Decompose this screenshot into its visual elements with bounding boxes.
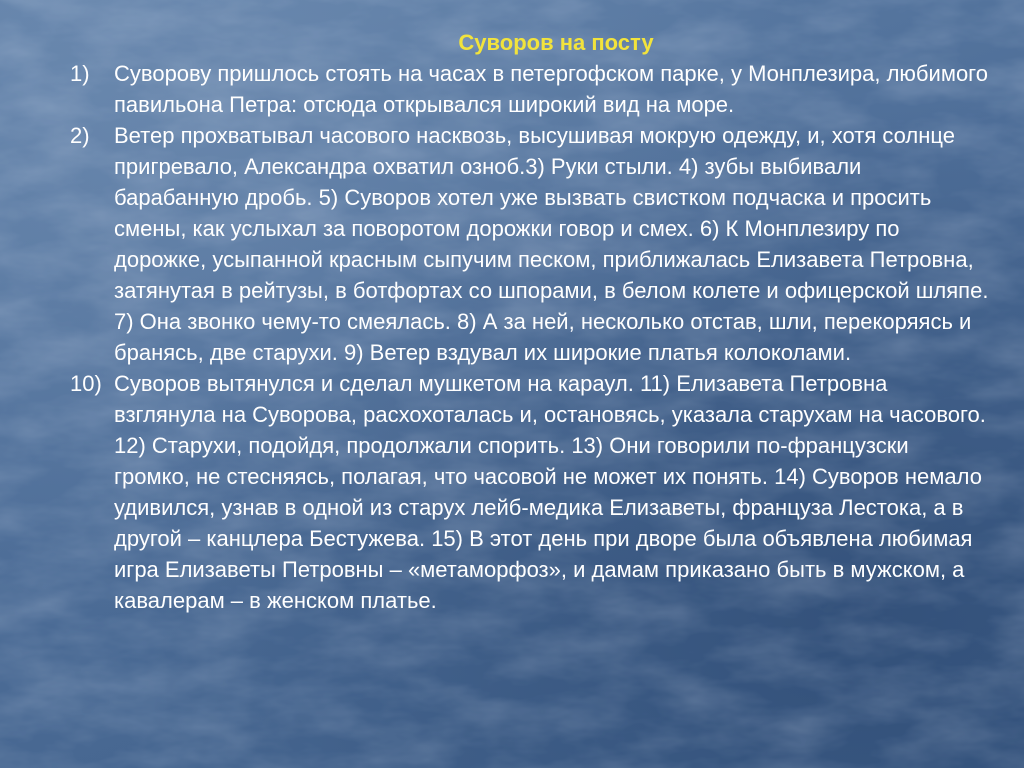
slide-title: Суворов на посту [458, 30, 654, 55]
item-number: 1) [70, 61, 90, 86]
numbered-list [60, 58, 990, 616]
list-item [60, 120, 990, 368]
list-item [60, 58, 990, 120]
item-text: Суворов вытянулся и сделал мушкетом на караул. 11) Елизавета Петровна взглянула на Суворова, расхохоталась и, остановясь, указала старухам на часового. 12) Старухи, подойдя, продолжали спорить. 13) Они говорили по-французски громко, не стесняясь, полагая, что часовой не может их понять. 14) Суворов немало удивился, узнав в одной из старух лейб-медика Елизаветы, француза Лестока, а в другой – канцлера Бестужева. 15) В этот день при дворе была объявлена любимая игра Елизаветы Петровны – «метаморфоз», и дамам приказано быть в мужском, а кавалерам – в женском платье. [114, 371, 986, 613]
item-number: 10) [70, 371, 102, 396]
item-text: Суворову пришлось стоять на часах в петергофском парке, у Монплезира, любимого павильона Петра: отсюда открывался широкий вид на море. [114, 61, 988, 117]
item-text: Ветер прохватывал часового насквозь, высушивая мокрую одежду, и, хотя солнце пригревало, Александра охватил озноб.3) Руки стыли. 4) зубы выбивали барабанную дробь. 5) Суворов хотел уже вызвать свистком подчаска и просить смены, как услыхал за поворотом дорожки говор и смех. 6) К Монплезиру по дорожке, усыпанной красным сыпучим песком, приближалась Елизавета Петровна, затянутая в рейтузы, в ботфортах со шпорами, в белом колете и офицерской шляпе. 7) Она звонко чему-то смеялась. 8) А за ней, несколько отстав, шли, перекоряясь и бранясь, две старухи. 9) Ветер вздувал их широкие платья колоколами. [114, 123, 989, 365]
item-number: 2) [70, 123, 90, 148]
list-item [60, 368, 990, 616]
